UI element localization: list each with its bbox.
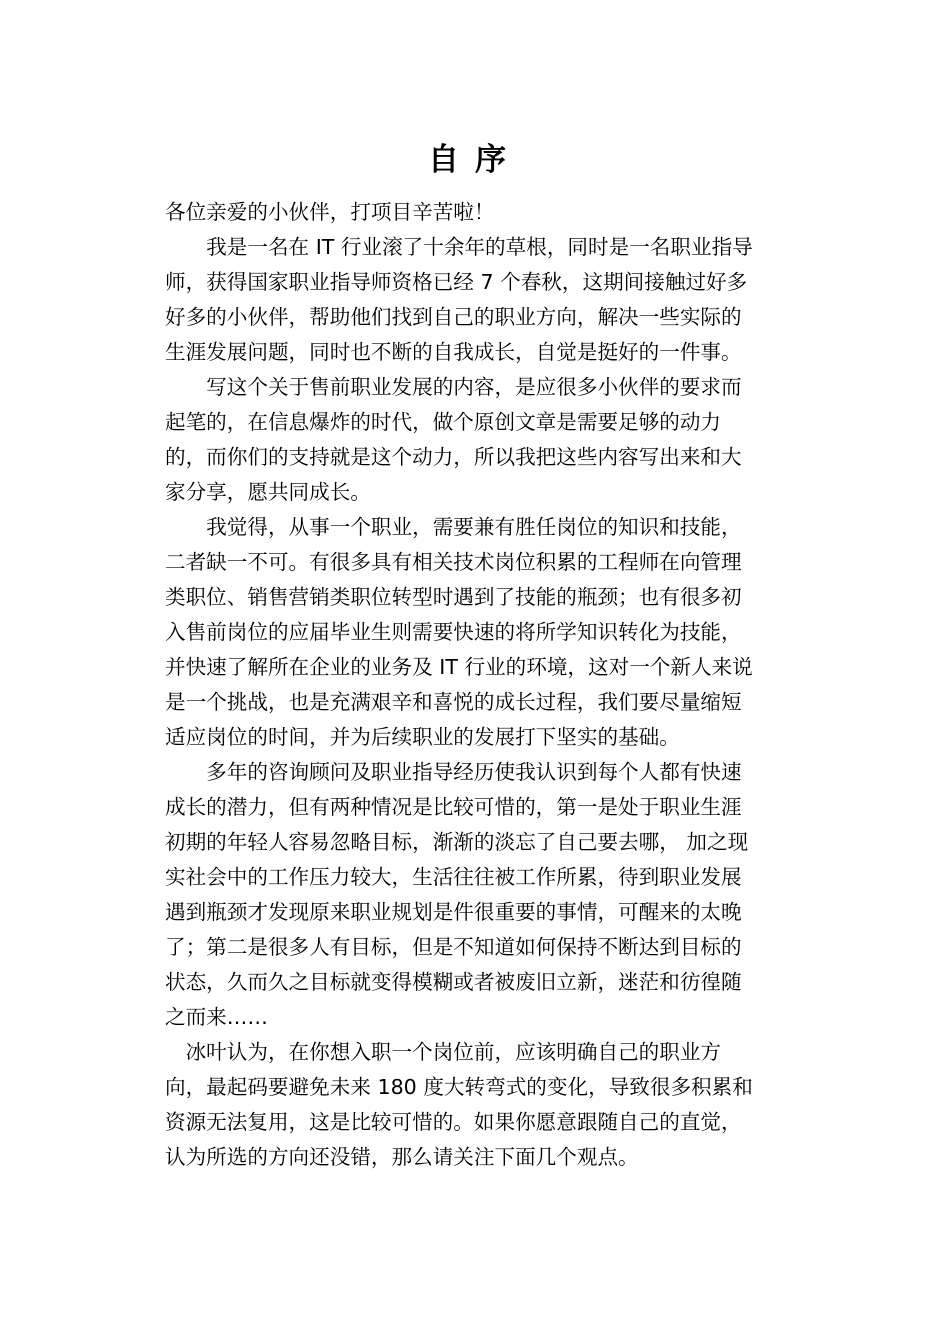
text-line: 成长的潜力，但有两种情况是比较可惜的，第一是处于职业生涯 (165, 795, 742, 819)
text-line: 遇到瓶颈才发现原来职业规划是件很重要的事情，可醒来的太晚 (165, 900, 742, 924)
text-line: 实社会中的工作压力较大，生活往往被工作所累，待到职业发展 (165, 865, 742, 889)
text-line: 我是一名在 IT 行业滚了十余年的草根，同时是一名职业指导 (165, 235, 753, 259)
text-line: 了；第二是很多人有目标，但是不知道如何保持不断达到目标的 (165, 935, 742, 959)
text-line: 初期的年轻人容易忽略目标，渐渐的淡忘了自己要去哪， 加之现 (165, 830, 749, 854)
text-line: 生涯发展问题，同时也不断的自我成长，自觉是挺好的一件事。 (165, 340, 742, 364)
text-line: 二者缺一不可。有很多具有相关技术岗位积累的工程师在向管理 (165, 550, 742, 574)
text-line: 起笔的，在信息爆炸的时代，做个原创文章是需要足够的动力 (165, 410, 722, 434)
text-line: 适应岗位的时间，并为后续职业的发展打下坚实的基础。 (165, 725, 680, 749)
text-line: 冰叶认为，在你想入职一个岗位前，应该明确自己的职业方 (165, 1040, 722, 1064)
text-line: 认为所选的方向还没错，那么请关注下面几个观点。 (165, 1145, 639, 1169)
page-title: 自序 (428, 142, 522, 178)
text-line: 资源无法复用，这是比较可惜的。如果你愿意跟随自己的直觉， (165, 1110, 742, 1134)
text-line: 好多的小伙伴，帮助他们找到自己的职业方向，解决一些实际的 (165, 305, 742, 329)
text-line: 各位亲爱的小伙伴，打项目辛苦啦！ (165, 200, 495, 224)
text-line: 并快速了解所在企业的业务及 IT 行业的环境，这对一个新人来说 (165, 655, 753, 679)
text-line: 状态，久而久之目标就变得模糊或者被废旧立新，迷茫和彷徨随 (165, 970, 742, 994)
text-line: 我觉得，从事一个职业，需要兼有胜任岗位的知识和技能， (165, 515, 742, 539)
text-line: 的，而你们的支持就是这个动力，所以我把这些内容写出来和大 (165, 445, 742, 469)
text-line: 类职位、销售营销类职位转型时遇到了技能的瓶颈；也有很多初 (165, 585, 742, 609)
text-line: 师，获得国家职业指导师资格已经 7 个春秋，这期间接触过好多 (165, 270, 748, 294)
text-line: 是一个挑战，也是充满艰辛和喜悦的成长过程，我们要尽量缩短 (165, 690, 742, 714)
text-line: 多年的咨询顾问及职业指导经历使我认识到每个人都有快速 (165, 760, 742, 784)
text-line: 家分享，愿共同成长。 (165, 480, 371, 504)
text-line: 入售前岗位的应届毕业生则需要快速的将所学知识转化为技能， (165, 620, 742, 644)
text-line: 之而来…… (165, 1005, 268, 1029)
text-line: 向，最起码要避免未来 180 度大转弯式的变化，导致很多积累和 (165, 1075, 753, 1099)
text-line: 写这个关于售前职业发展的内容，是应很多小伙伴的要求而 (165, 375, 742, 399)
